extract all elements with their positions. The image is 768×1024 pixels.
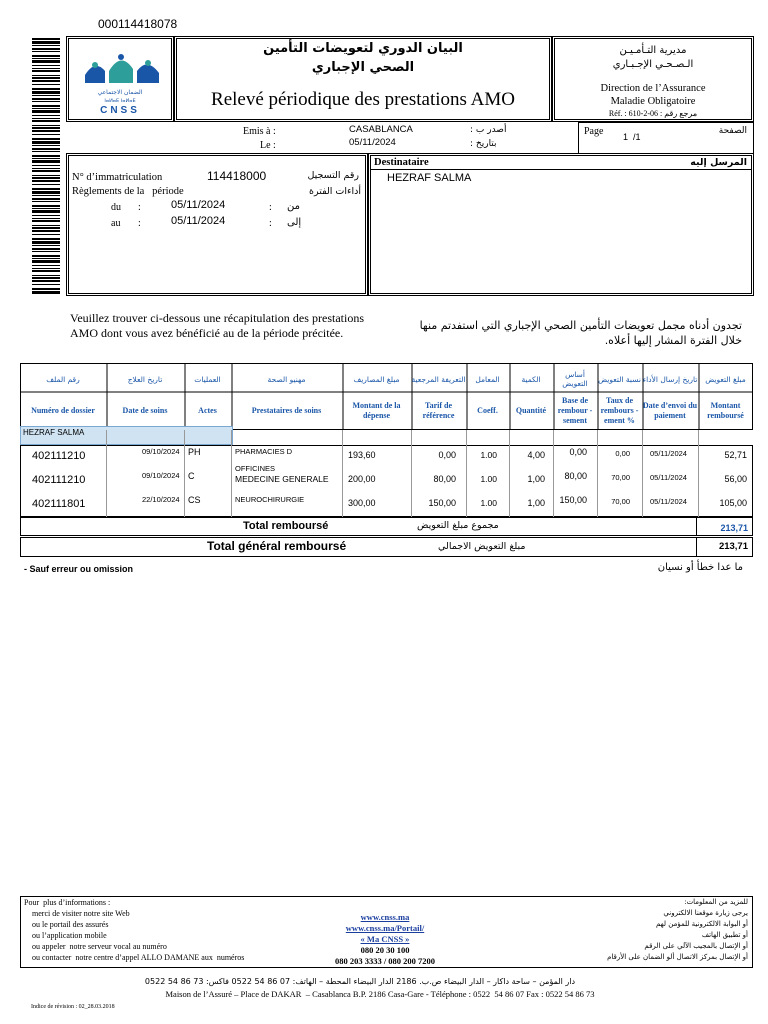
immat-arabic: رقم التسجيل [307, 170, 359, 181]
footer-fr-line: ou contacter notre centre d’appel ALLO DAMANE aux numéros [32, 953, 245, 962]
title-arabic-2: الصحي الإجباري [311, 60, 415, 75]
au-arabic: إلى [287, 217, 302, 228]
cell-dossier: 402111210 [32, 450, 86, 462]
footer-contact: 080 20 30 100 [360, 945, 410, 955]
cell-qte: 1,00 [527, 474, 545, 484]
cnss-logo-box [66, 36, 174, 122]
cell-tarif: 0,00 [438, 450, 456, 460]
footer-contact: « Ma CNSS » [360, 934, 410, 944]
immat-label: N° d’immatriculation [72, 172, 163, 183]
cell-depense: 193,60 [348, 450, 376, 460]
cell-date: 22/10/2024 [142, 495, 180, 504]
le-label: Le : [260, 140, 276, 151]
cell-tarif: 80,00 [433, 474, 456, 484]
logo-brand: CNSS [100, 105, 140, 116]
page-box [578, 122, 754, 154]
header-ar-10: تاريخ إرسال الأداء [642, 374, 698, 384]
footer-fr-line: Pour plus d’informations : [24, 898, 111, 907]
cell-coeff: 1.00 [480, 498, 497, 508]
au-colon: : [138, 218, 141, 229]
header-fr-4: Montant de la dépense [352, 401, 401, 420]
footer-fr-line: ou le portail des assurés [32, 920, 109, 929]
direction-french-2: Maladie Obligatoire [610, 96, 696, 107]
cell-montant: 56,00 [724, 474, 747, 484]
cell-prestataire: NEUROCHIRURGIE [235, 495, 305, 504]
cell-depense: 300,00 [348, 498, 376, 508]
footer-fr-line: merci de visiter notre site Web [32, 909, 130, 918]
header-fr-5: Tarif de référence [422, 401, 455, 420]
disclaimer-arabic: ما عدا خطأ أو نسيان [657, 562, 743, 573]
direction-box [552, 36, 754, 122]
cell-montant: 52,71 [724, 450, 747, 460]
footer-address-french: Maison de l’Assuré – Place de DAKAR – Casablanca B.P. 2186 Casa-Gare - Téléphone : 0522 54 86 07 Fax : 0522 54 86 73 [165, 989, 595, 999]
footer-ar-line: يرجى زيارة موقعنا الالكتروني [663, 909, 748, 917]
emis-label: Emis à : [243, 126, 276, 137]
header-fr-0: Numéro de dossier [31, 406, 95, 415]
general-total-value: 213,71 [718, 541, 748, 552]
du-colon-2: : [269, 202, 272, 213]
header-fr-10: Date d’envoi du paiement [642, 401, 698, 420]
footer-ar-line: أو تطبيق الهاتف [701, 931, 748, 939]
disclaimer-french: - Sauf erreur ou omission [24, 564, 134, 574]
footer-fr-line: ou appeler notre serveur vocal au numéro [32, 942, 167, 951]
total-label: Total remboursé [243, 520, 329, 532]
total-arabic: مجموع مبلغ التعويض [417, 520, 499, 531]
cell-prestataire: PHARMACIES D [235, 447, 293, 456]
cell-date: 09/10/2024 [142, 447, 180, 456]
title-arabic-1: البيان الدوري لتعويضات التأمين [263, 41, 463, 56]
footer-ar-line: أو البوابة الالكترونية للمؤمن لهم [656, 920, 748, 928]
assure-box [66, 153, 368, 296]
cell-prestataire-2: MEDECINE GENERALE [235, 474, 329, 484]
cell-acte: CS [188, 495, 201, 505]
page-value: 1 /1 [623, 132, 641, 142]
cell-tarif: 150,00 [428, 498, 456, 508]
cnss-logo-icon [71, 45, 173, 89]
footer-ar-line: أو الإتصال بمركز الاتصال ألو الضمان على الأرقام [607, 953, 748, 961]
total-row [20, 517, 753, 536]
header-fr-11: Montant remboursé [707, 401, 744, 420]
title-box [174, 36, 552, 122]
direction-arabic-2: الـصـحـي الإجـبـاري [612, 59, 694, 70]
cell-base: 0,00 [569, 447, 587, 457]
beneficiary-bar: HEZRAF SALMA [20, 426, 233, 445]
immat-value: 114418000 [207, 169, 267, 183]
cell-base: 80,00 [564, 471, 587, 481]
emis-date: 05/11/2024 [349, 137, 396, 148]
cell-base: 150,00 [559, 495, 587, 505]
header-fr-7: Quantité [515, 406, 547, 415]
header-fr-3: Prestataires de soins [251, 406, 322, 415]
header-fr-8: Base de rembour -sement [557, 396, 593, 425]
footer-fr-line: ou l’application mobile [32, 931, 107, 940]
emis-arabic: : أصدر ب [470, 125, 507, 135]
header-ar-7: الكمية [521, 374, 541, 384]
header-fr-9: Taux de rembours -ement % [600, 396, 639, 425]
periode-label: Règlements de la période [72, 186, 184, 197]
du-value: 05/11/2024 [171, 199, 226, 211]
cell-taux: 70,00 [611, 473, 630, 482]
le-arabic: : بتاريخ [470, 139, 497, 149]
cell-dossier: 402111210 [32, 474, 86, 486]
footer-link[interactable]: www.cnss.ma [360, 912, 410, 922]
emis-city: CASABLANCA [349, 124, 413, 135]
header-ar-3: مهنيو الصحة [267, 374, 306, 384]
du-colon: : [138, 202, 141, 213]
periode-arabic: أداءات الفترة [308, 186, 361, 197]
au-colon-2: : [269, 218, 272, 229]
header-fr-2: Actes [198, 406, 217, 415]
general-total-arabic: مبلغ التعويض الاجمالي [438, 541, 526, 552]
cell-envoi: 05/11/2024 [650, 497, 687, 506]
cell-envoi: 05/11/2024 [650, 473, 687, 482]
page-arabic: الصفحة [718, 126, 747, 136]
header-fr-1: Date de soins [122, 406, 168, 415]
barcode [32, 38, 60, 294]
au-label: au [111, 218, 121, 229]
header-fr-6: Coeff. [477, 406, 498, 415]
header-ar-11: مبلغ التعويض [705, 374, 746, 384]
footer-contact: 080 203 3333 / 080 200 7200 [334, 956, 436, 966]
destinataire-box [368, 153, 754, 296]
header-ar-4: مبلغ المصاريف [353, 374, 400, 384]
destinataire-arabic: المرسل إليه [690, 157, 747, 168]
cell-coeff: 1.00 [480, 474, 497, 484]
direction-french-1: Direction de l’Assurance [600, 83, 706, 94]
destinataire-label: Destinataire [374, 157, 429, 168]
cell-envoi: 05/11/2024 [650, 449, 687, 458]
cell-qte: 1,00 [527, 498, 545, 508]
logo-tifinagh: ⵏⴰⵍⴰⴹ ⵏⴰⵍⴰⴹ [104, 98, 136, 104]
document-number: 000114418078 [98, 17, 178, 31]
header-ar-6: المعامل [475, 374, 500, 384]
cell-date: 09/10/2024 [142, 471, 180, 480]
footer-ar-line: للمزيد من المعلومات: [684, 898, 748, 906]
cell-coeff: 1.00 [480, 450, 497, 460]
cell-taux: 0,00 [615, 449, 630, 458]
direction-ref: Réf. : 610-2-06 : مرجع رقم [608, 109, 698, 118]
cell-qte: 4,00 [527, 450, 545, 460]
cell-depense: 200,00 [348, 474, 376, 484]
cell-acte: PH [188, 447, 201, 457]
cell-montant: 105,00 [719, 498, 747, 508]
destinataire-name: HEZRAF SALMA [387, 172, 472, 184]
revision-index: Indice de révision : 02_28.03.2018 [31, 1004, 115, 1010]
logo-arabic: الضمان الاجتماعي [97, 89, 143, 96]
footer-address-arabic: دار المؤمن – ساحة داكار – الدار البيضاء ص.ب. 2186 الدار البيضاء المحطة – الهاتف: 07 86 54 0522 فاكس: 73 86 54 0522 [144, 977, 576, 986]
intro-arabic: تجدون أدناه مجمل تعويضات التأمين الصحي الإجباري التي استفدتم منها خلال الفترة المشار إليها أعلاه. [419, 319, 742, 347]
intro-french: Veuillez trouver ci-dessous une récapitulation des prestations AMO dont vous avez bénéficié au de la période précitée. [70, 311, 364, 340]
column-divider [231, 430, 232, 517]
header-ar-8: أساس التعويض [562, 370, 588, 388]
header-ar-0: رقم الملف [46, 374, 80, 384]
general-total-label: Total général remboursé [207, 539, 347, 553]
header-ar-2: العمليات [194, 374, 221, 384]
au-value: 05/11/2024 [171, 215, 226, 227]
title-french: Relevé périodique des prestations AMO [211, 89, 515, 110]
cell-prestataire: OFFICINES [235, 464, 276, 473]
cell-acte: C [188, 471, 195, 481]
footer-link[interactable]: www.cnss.ma/Portail/ [345, 923, 425, 933]
du-arabic: من [287, 201, 300, 212]
du-label: du [111, 202, 121, 213]
cell-dossier: 402111801 [32, 498, 86, 510]
general-total-row [20, 537, 753, 557]
header-ar-1: تاريخ العلاج [127, 374, 163, 384]
header-ar-5: التعريفة المرجعية [411, 374, 466, 384]
total-value: 213,71 [720, 523, 748, 533]
direction-arabic-1: مديرية التـأمـيـن [619, 45, 687, 56]
page-label: Page [584, 126, 604, 137]
cell-taux: 70,00 [611, 497, 630, 506]
header-ar-9: نسبة التعويض [598, 374, 641, 384]
footer-ar-line: أو الإتصال بالمجيب الآلي على الرقم [644, 942, 748, 950]
